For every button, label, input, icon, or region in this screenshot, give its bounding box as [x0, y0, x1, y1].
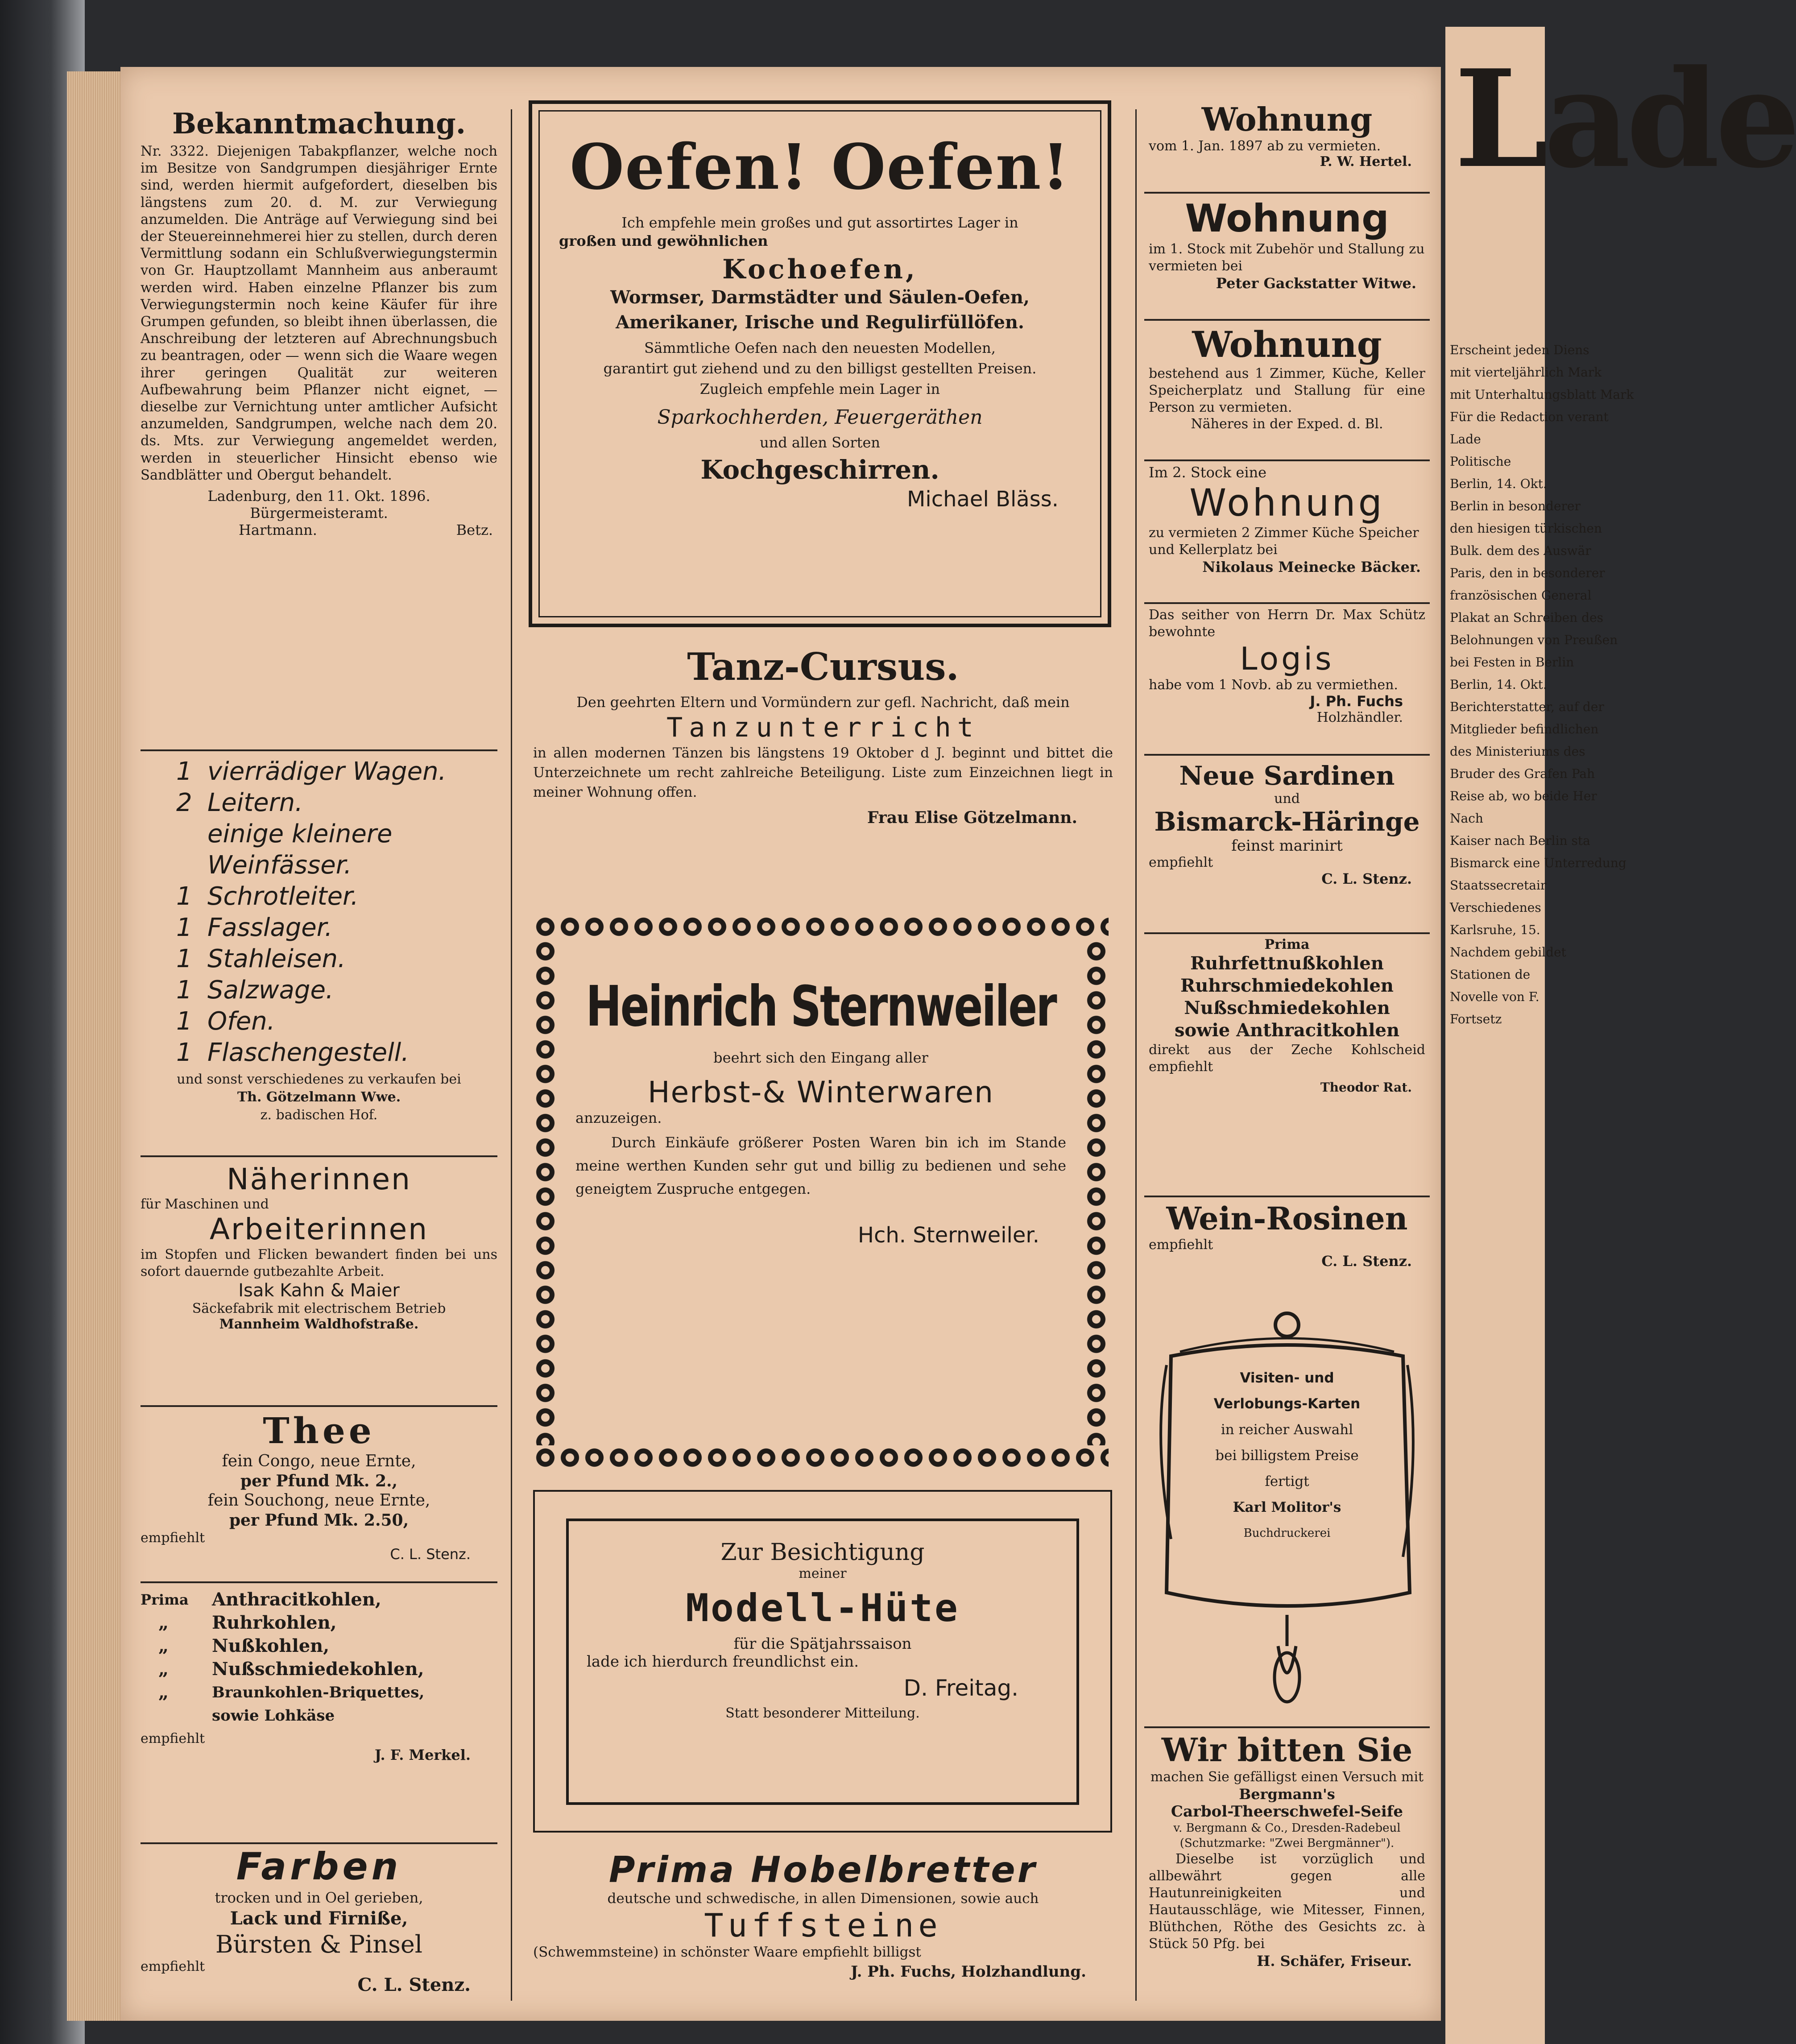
- next-page-line: den hiesigen türkischen: [1450, 521, 1602, 536]
- next-page-line: Lade: [1450, 432, 1481, 447]
- column-rule: [1135, 109, 1137, 2001]
- paint-line3: Bürsten & Pinsel: [215, 1930, 423, 1958]
- next-page-line: Berlin in besonderer: [1450, 499, 1581, 513]
- tea-line1: fein Congo, neue Ernte,: [222, 1452, 416, 1470]
- sale-item-qty: 1: [176, 757, 192, 786]
- logis-ad: [1144, 607, 1430, 725]
- fish-ad: [1144, 761, 1430, 887]
- raisins-title: Wein-Rosinen: [1166, 1200, 1408, 1237]
- next-page-line: mit vierteljährlich Mark: [1450, 365, 1602, 380]
- workers-title2: Arbeiterinnen: [209, 1212, 429, 1246]
- boards-head: Tuffsteine: [704, 1907, 942, 1944]
- next-page-line: Nachdem gebildet: [1450, 945, 1566, 960]
- next-page-line: Staatssecretair: [1450, 878, 1547, 893]
- next-page-masthead: Lade: [1454, 40, 1796, 198]
- separator: [141, 1842, 497, 1844]
- sale-item: [176, 850, 488, 881]
- workers-company: Isak Kahn & Maier: [238, 1280, 400, 1301]
- wohnung3-body: bestehend aus 1 Zimmer, Küche, Keller Speicherplatz und Stallung für eine Person zu vermieten.: [1149, 366, 1425, 415]
- soap-l5: (Schutzmarke: "Zwei Bergmänner").: [1179, 1837, 1395, 1850]
- sale-item: [176, 756, 488, 787]
- next-page-line: Kaiser nach Berlin sta: [1450, 833, 1590, 848]
- wohnung4-ad: [1144, 464, 1430, 575]
- sale-item-qty: 1: [176, 1038, 192, 1067]
- separator: [1144, 1726, 1430, 1728]
- separator: [1144, 602, 1430, 604]
- coal-item: Ruhrkohlen,: [212, 1612, 337, 1633]
- ditto-mark: „: [158, 1659, 169, 1680]
- sale-item-text: Leitern.: [207, 788, 303, 817]
- ring-border-right: [1084, 939, 1109, 1445]
- next-page-line: Karlsruhe, 15.: [1450, 923, 1540, 937]
- wohnung4-title: Wohnung: [1189, 481, 1385, 525]
- coal-item: Nußschmiedekohlen,: [212, 1659, 424, 1680]
- ditto-mark: „: [158, 1612, 169, 1633]
- wohnung4-signer: Nikolaus Meinecke Bäcker.: [1202, 559, 1421, 575]
- soap-title: Wir bitten Sie: [1161, 1731, 1413, 1769]
- notice-date: Ladenburg, den 11. Okt. 1896.: [207, 488, 430, 505]
- coal2-l4: sowie Anthracitkohlen: [1174, 1020, 1400, 1041]
- paint-rec: empfiehlt: [141, 1959, 205, 1974]
- raisins-seller: C. L. Stenz.: [1321, 1253, 1412, 1270]
- notice-signer: Hartmann.: [239, 521, 317, 539]
- boards-seller: J. Ph. Fuchs, Holzhandlung.: [851, 1963, 1086, 1981]
- tea-ad: [141, 1410, 497, 1563]
- sale-item-text: Fasslager.: [207, 913, 333, 942]
- stoves-body1: Sämmtliche Oefen nach den neuesten Modellen,: [644, 339, 996, 356]
- next-page-line: Plakat an Schreiben des: [1450, 610, 1604, 625]
- boards-title: Prima Hobelbretter: [608, 1849, 1038, 1891]
- cards-l6: Karl Molitor's: [1233, 1499, 1341, 1515]
- sale-item-qty: 1: [176, 913, 192, 942]
- separator: [141, 749, 497, 751]
- dance-intro: Den geehrten Eltern und Vormündern zur gefl. Nachricht, daß mein: [576, 694, 1070, 711]
- dance-signer: Frau Elise Götzelmann.: [867, 808, 1077, 827]
- separator: [1144, 192, 1430, 194]
- logis-signer: J. Ph. Fuchs: [1310, 693, 1403, 710]
- logis-title: Logis: [1240, 641, 1334, 677]
- coal-ad: [141, 1588, 497, 1763]
- workers-addr: Mannheim Waldhofstraße.: [219, 1316, 419, 1332]
- coal-prefix: Prima: [141, 1591, 189, 1608]
- next-page-line: mit Unterhaltungsblatt Mark: [1450, 387, 1634, 402]
- sale-item: [176, 881, 488, 912]
- wohnung2-title: Wohnung: [1185, 196, 1389, 241]
- stoves-pots: Kochgeschirren.: [700, 455, 939, 485]
- sale-item: [176, 787, 488, 819]
- notice-ad: [141, 107, 497, 540]
- notice-office: Bürgermeisteramt.: [250, 505, 388, 522]
- next-page-line: Nach: [1450, 811, 1483, 826]
- workers-ad: [141, 1162, 497, 1332]
- paint-line2: Lack und Firniße,: [230, 1908, 408, 1929]
- hats-signer: D. Freitag.: [903, 1675, 1018, 1701]
- hats-line4: lade ich hierdurch freundlichst ein.: [587, 1653, 859, 1671]
- stoves-title: Oefen! Oefen!: [570, 131, 1070, 204]
- cards-l5: fertigt: [1265, 1473, 1309, 1490]
- sale-place: z. badischen Hof.: [260, 1107, 378, 1123]
- next-page-line: Fortsetz: [1450, 1012, 1502, 1026]
- sale-footer-block: [141, 1071, 497, 1124]
- soap-l3: Carbol-Theerschwefel-Seife: [1171, 1803, 1403, 1821]
- hats-line3: für die Spätjahrssaison: [733, 1635, 912, 1653]
- next-page-fragment: [1445, 27, 1796, 2044]
- separator: [1144, 1196, 1430, 1197]
- sale-item: [176, 1037, 488, 1068]
- sale-item-text: Salzwage.: [207, 976, 334, 1005]
- boards-line2: (Schwemmsteine) in schönster Waare empfiehlt billigst: [533, 1944, 921, 1960]
- ring-border-left: [533, 939, 558, 1445]
- boards-ad: [524, 1849, 1122, 1981]
- stoves-body2: garantirt gut ziehend und zu den billigst gestellten Preisen.: [603, 360, 1037, 377]
- ring-border-top: [533, 914, 1109, 939]
- wohnung3-note: Näheres in der Exped. d. Bl.: [1191, 416, 1383, 432]
- sternweiler-signer: Hch. Sternweiler.: [857, 1223, 1039, 1248]
- workers-title1: Näherinnen: [227, 1162, 411, 1196]
- fish-title2: Bismarck-Häringe: [1154, 807, 1420, 837]
- next-page-line: Bruder des Grafen Pah: [1450, 766, 1595, 781]
- sale-item-qty: 2: [176, 788, 192, 817]
- stoves-intro: Ich empfehle mein großes und gut assortirtes Lager in: [621, 214, 1018, 231]
- hats-note: Statt besonderer Mitteilung.: [725, 1705, 920, 1721]
- sale-item-text: Weinfässer.: [207, 851, 352, 880]
- wohnung4-body: zu vermieten 2 Zimmer Küche Speicher und Kellerplatz bei: [1149, 525, 1419, 558]
- separator: [141, 1155, 497, 1157]
- next-page-line: des Ministeriums des: [1450, 744, 1585, 759]
- wohnung3-title: Wohnung: [1192, 323, 1382, 365]
- coal-rec: empfiehlt: [141, 1731, 205, 1746]
- sale-item-qty: 1: [176, 976, 192, 1005]
- paint-seller: C. L. Stenz.: [357, 1974, 471, 1995]
- newspaper-page: [120, 67, 1441, 2021]
- workers-sub1: für Maschinen und: [141, 1196, 269, 1212]
- next-page-line: Bismarck eine Unterredung: [1450, 856, 1626, 870]
- coal2-l3: Nußschmiedekohlen: [1184, 997, 1390, 1018]
- fish-and: und: [1274, 791, 1300, 807]
- stoves-intro2: großen und gewöhnlichen: [559, 232, 768, 249]
- next-page-line: Paris, den in besonderer: [1450, 566, 1605, 580]
- raisins-rec: empfiehlt: [1149, 1237, 1213, 1253]
- wohnung1-body: vom 1. Jan. 1897 ab zu vermieten.: [1149, 138, 1381, 154]
- next-page-line: Mitglieder befindlichen: [1450, 722, 1599, 737]
- stoves-body3: Zugleich empfehle mein Lager in: [699, 381, 940, 397]
- separator: [141, 1405, 497, 1407]
- logis-body: habe vom 1 Novb. ab zu vermiethen.: [1149, 677, 1398, 693]
- soap-l1: machen Sie gefälligst einen Versuch mit: [1150, 1769, 1424, 1785]
- sale-item-qty: 1: [176, 882, 192, 911]
- stoves-seller: Michael Bläss.: [906, 487, 1059, 512]
- tea-rec: empfiehlt: [141, 1530, 205, 1546]
- wohnung2-body: im 1. Stock mit Zubehör und Stallung zu vermieten bei: [1149, 241, 1425, 274]
- paint-line1: trocken und in Oel gerieben,: [215, 1889, 423, 1906]
- fish-rec: empfiehlt: [1149, 855, 1213, 870]
- sale-item-text: einige kleinere: [207, 819, 393, 848]
- wohnung4-pre: Im 2. Stock eine: [1149, 464, 1267, 481]
- stoves-types2: Amerikaner, Irische und Regulirfüllöfen.: [616, 312, 1024, 333]
- coal-item: Nußkohlen,: [212, 1635, 330, 1656]
- sternweiler-intro2: anzuzeigen.: [575, 1109, 662, 1126]
- stoves-types1: Wormser, Darmstädter und Säulen-Oefen,: [610, 287, 1030, 308]
- hats-line1: Zur Besichtigung: [720, 1539, 925, 1566]
- soap-ad: [1144, 1731, 1430, 1970]
- sale-item-text: vierrädiger Wagen.: [207, 757, 447, 786]
- next-page-line: Stationen de: [1450, 967, 1531, 982]
- coal2-seller: Theodor Rat.: [1320, 1080, 1412, 1095]
- wohnung2-signer: Peter Gackstatter Witwe.: [1216, 275, 1416, 292]
- stoves-head: Kochoefen,: [722, 254, 918, 285]
- sternweiler-ad: [533, 914, 1109, 1470]
- hats-ad: [533, 1490, 1112, 1833]
- sternweiler-intro: beehrt sich den Eingang aller: [713, 1049, 928, 1066]
- notice-body: Nr. 3322. Diejenigen Tabakpflanzer, welche noch im Besitze von Sandgrumpen diesjähriger Ernte sind, werden hiermit aufgefordert, dieselben bis längstens zum 20. d. M. zur Verwiegung anzumelden. Die Anträge auf Verwiegung sind bei der Steuereinnehmerei hier zu stellen, durch deren Vermittlung sodann ein Schlußverwiegungstermin von Gr. Hauptzollamt Mannheim aus anberaumt werden wird. Haben einzelne Pflanzer bis zum Verwiegungstermin noch keine Käufer für ihre Grumpen gefunden, so bleibt ihnen überlassen, die Anschreibung der letzteren auf Abrechnungsbuch zu beantragen, oder — wenn sich die Waare wegen ihrer geringen Qualität zur weiteren Aufbewahrung beim Pflanzer nicht eignet, — dieselbe zur Vernichtung unter amtlicher Aufsicht anzumelden, Sandgrumpen, welche nach dem 20. ds. Mts. zur Verwiegung angemeldet werden, werden in steuerlicher Hinsicht ebenso wie Sandblätter und Obergut behandelt.: [141, 144, 497, 483]
- separator: [1144, 754, 1430, 756]
- sale-item: [176, 1006, 488, 1037]
- fish-desc: feinst marinirt: [1231, 837, 1343, 855]
- coal2-l2: Ruhrschmiedekohlen: [1180, 975, 1394, 996]
- sale-item: [176, 975, 488, 1006]
- sale-item-text: Flaschengestell.: [207, 1038, 409, 1067]
- sale-item-qty: 1: [176, 1007, 192, 1036]
- next-page-line: Für die Redaction verant: [1450, 410, 1609, 424]
- separator: [1144, 319, 1430, 321]
- tea-seller: C. L. Stenz.: [390, 1546, 471, 1563]
- stoves-sorts: und allen Sorten: [759, 434, 881, 451]
- wohnung1-signer: P. W. Hertel.: [1320, 154, 1412, 170]
- cards-l7: Buchdruckerei: [1243, 1527, 1331, 1540]
- sale-item: [176, 819, 488, 850]
- next-page-line: Berlin, 14. Okt.: [1450, 677, 1547, 692]
- page-edges: [67, 71, 125, 2021]
- wohnung2-ad: [1144, 196, 1430, 292]
- sternweiler-title: Heinrich Sternweiler: [586, 974, 1056, 1039]
- coal-seller: J. F. Merkel.: [374, 1746, 471, 1763]
- sale-item-text: Schrotleiter.: [207, 882, 359, 911]
- sale-list: [176, 756, 488, 1068]
- tea-line4: per Pfund Mk. 2.50,: [229, 1511, 409, 1530]
- next-page-line: Belohnungen von Preußen: [1450, 633, 1618, 647]
- stoves-range: Sparkochherden, Feuergeräthen: [657, 406, 983, 429]
- coal-item: Anthracitkohlen,: [212, 1589, 381, 1610]
- dance-ad: [524, 645, 1122, 827]
- sale-item-qty: 1: [176, 944, 192, 973]
- next-page-line: Erscheint jeden Diens: [1450, 343, 1589, 357]
- sale-item-text: Ofen.: [207, 1007, 275, 1036]
- next-page-line: Verschiedenes: [1450, 900, 1541, 915]
- hats-line2: meiner: [799, 1566, 847, 1581]
- sale-item: [176, 912, 488, 943]
- tea-line2: per Pfund Mk. 2.,: [240, 1472, 398, 1490]
- cards-l1: Visiten- und: [1240, 1370, 1334, 1386]
- cards-ad: [1153, 1307, 1421, 1709]
- tea-line3: fein Souchong, neue Ernte,: [207, 1491, 430, 1510]
- next-page-line: Berlin, 14. Okt.: [1450, 476, 1547, 491]
- wohnung1-title: Wohnung: [1201, 100, 1373, 138]
- next-page-line: bei Festen in Berlin: [1450, 655, 1574, 670]
- hats-title: Modell-Hüte: [686, 1586, 960, 1630]
- cards-l3: in reicher Auswahl: [1221, 1422, 1353, 1438]
- cards-l4: bei billigstem Preise: [1215, 1448, 1359, 1464]
- wohnung3-ad: [1144, 323, 1430, 432]
- logis-pre: Das seither von Herrn Dr. Max Schütz bewohnte: [1149, 607, 1425, 640]
- next-page-lines: [1450, 339, 1634, 1030]
- paint-title: Farben: [236, 1845, 402, 1888]
- workers-desc: Säckefabrik mit electrischem Betrieb: [192, 1301, 446, 1316]
- boards-line1: deutsche und schwedische, in allen Dimensionen, sowie auch: [607, 1891, 1039, 1907]
- raisins-ad: [1144, 1200, 1430, 1270]
- ditto-mark: „: [158, 1682, 169, 1703]
- ring-border-bottom: [533, 1445, 1109, 1470]
- soap-seller: H. Schäfer, Friseur.: [1257, 1953, 1412, 1970]
- soap-body: Dieselbe ist vorzüglich und allbewährt gegen alle Hautunreinigkeiten und Hautausschläge, wie Mitesser, Finnen, Blüthchen, Röthe des Gesichts zc. à Stück 50 Pfg. bei: [1149, 1851, 1425, 1952]
- sale-footer: und sonst verschiedenes zu verkaufen bei: [177, 1072, 461, 1087]
- coal2-l1: Ruhrfettnußkohlen: [1190, 953, 1384, 974]
- separator: [141, 1581, 497, 1583]
- column-rule: [511, 109, 512, 2001]
- fish-title1: Neue Sardinen: [1179, 761, 1395, 791]
- sternweiler-head: Herbst-& Winterwaren: [648, 1075, 994, 1109]
- tea-title: Thee: [263, 1410, 375, 1452]
- cards-l2: Verlobungs-Karten: [1213, 1396, 1361, 1412]
- dance-title: Tanz-Cursus.: [687, 645, 959, 689]
- stoves-ad: [529, 100, 1111, 627]
- coal-item: Braunkohlen-Briquettes,: [212, 1684, 425, 1701]
- sale-item: [176, 943, 488, 975]
- sternweiler-body: Durch Einkäufe größerer Posten Waren bin ich im Stande meine werthen Kunden sehr gut und billig zu bedienen und sehe geneigtem Zuspruche entgegen.: [575, 1134, 1066, 1197]
- coal2-pre: Prima: [1264, 937, 1310, 952]
- coal2-ad: [1144, 937, 1430, 1095]
- paint-ad: [141, 1845, 497, 1995]
- notice-signer2: Betz.: [456, 521, 493, 539]
- next-page-line: Bulk. dem des Auswär: [1450, 543, 1591, 558]
- dance-body: in allen modernen Tänzen bis längstens 19 Oktober d J. beginnt und bittet die Unterzeichnete um recht zahlreiche Beteiligung. Liste zum Einzeichnen liegt in meiner Wohnung offen.: [533, 745, 1113, 800]
- soap-l2: Bergmann's: [1239, 1786, 1335, 1803]
- workers-body: im Stopfen und Flicken bewandert finden bei uns sofort dauernde gutbezahlte Arbeit.: [141, 1247, 497, 1279]
- sale-item-text: Stahleisen.: [207, 944, 346, 973]
- coal-item: sowie Lohkäse: [212, 1707, 335, 1725]
- next-page-line: Politische: [1450, 454, 1511, 469]
- soap-l4: v. Bergmann & Co., Dresden-Radebeul: [1173, 1821, 1401, 1835]
- next-page-line: Reise ab, wo beide Her: [1450, 789, 1597, 803]
- sale-seller: Th. Götzelmann Wwe.: [237, 1089, 401, 1105]
- next-page-line: Novelle von F.: [1450, 989, 1539, 1004]
- separator: [1144, 459, 1430, 461]
- coal-list: [141, 1588, 497, 1731]
- coal2-body: direkt aus der Zeche Kohlscheid empfiehlt: [1149, 1042, 1425, 1075]
- logis-desc: Holzhändler.: [1316, 710, 1403, 725]
- dance-head: Tanzunterricht: [666, 712, 980, 743]
- next-page-line: französischen General: [1450, 588, 1592, 603]
- separator: [1144, 932, 1430, 934]
- wohnung1-ad: [1144, 100, 1430, 170]
- fish-seller: C. L. Stenz.: [1321, 870, 1412, 887]
- notice-title: Bekanntmachung.: [172, 107, 466, 141]
- next-page-line: Berichterstatter, auf der: [1450, 699, 1604, 714]
- ditto-mark: „: [158, 1635, 169, 1656]
